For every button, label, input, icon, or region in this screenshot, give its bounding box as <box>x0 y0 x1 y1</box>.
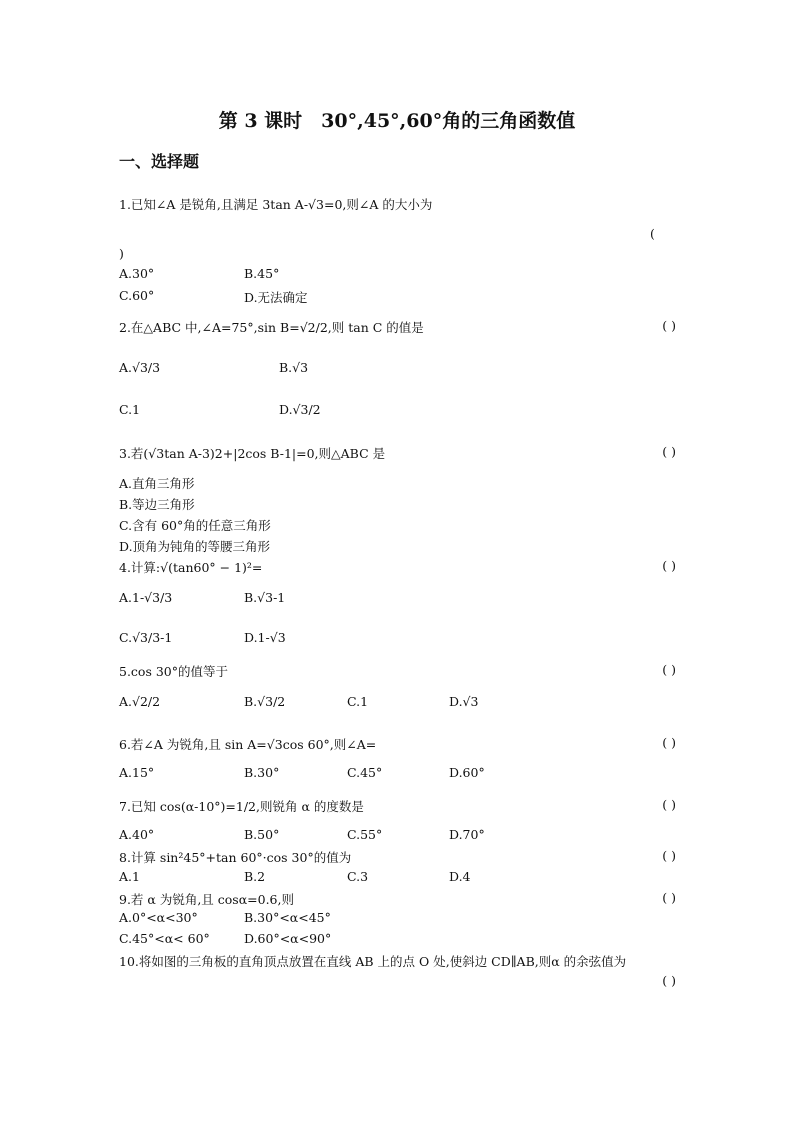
answer-paren: ( ) <box>662 662 676 677</box>
option: C.含有 60°角的任意三角形 <box>119 518 271 533</box>
question-stem: 9.若 α 为锐角,且 cosα=0.6,则 <box>119 892 294 907</box>
answer-paren: ( ) <box>662 848 676 863</box>
option: B.√3 <box>279 360 309 375</box>
option: B.等边三角形 <box>119 497 195 512</box>
answer-paren: ( ) <box>662 797 676 812</box>
answer-paren-close: ) <box>119 246 124 261</box>
question-stem: 10.将如图的三角板的直角顶点放置在直线 AB 上的点 O 处,使斜边 CD∥AB,则α 的余弦值为 <box>119 954 627 969</box>
question-stem: 7.已知 cos(α-10°)=1/2,则锐角 α 的度数是 <box>119 799 364 814</box>
option: D.4 <box>449 869 471 884</box>
option: C.45° <box>347 765 383 780</box>
question-stem: 6.若∠A 为锐角,且 sin A=√3cos 60°,则∠A= <box>119 737 377 752</box>
option: B.45° <box>244 266 280 281</box>
option: C.60° <box>119 288 155 303</box>
option: B.30°<α<45° <box>244 910 331 925</box>
option: C.55° <box>347 827 383 842</box>
question-stem: 4.计算:√(tan60° − 1)²= <box>119 560 263 575</box>
option: B.50° <box>244 827 280 842</box>
page-title: 第 3 课时 30°,45°,60°角的三角函数值 <box>218 110 576 132</box>
option: D.60° <box>449 765 485 780</box>
answer-paren: ( ) <box>662 890 676 905</box>
option: B.2 <box>244 869 266 884</box>
answer-paren: ( ) <box>662 558 676 573</box>
option: C.√3/3-1 <box>119 630 173 645</box>
option: D.70° <box>449 827 485 842</box>
option: A.30° <box>119 266 155 281</box>
answer-paren-open: ( <box>650 226 655 241</box>
question-stem: 8.计算 sin²45°+tan 60°·cos 30°的值为 <box>119 850 352 865</box>
option: B.30° <box>244 765 280 780</box>
answer-paren: ( ) <box>662 444 676 459</box>
option: B.√3-1 <box>244 590 286 605</box>
option: C.3 <box>347 869 369 884</box>
answer-paren: ( ) <box>662 973 676 988</box>
option: D.无法确定 <box>244 290 308 305</box>
answer-paren: ( ) <box>662 318 676 333</box>
section-heading: 一、选择题 <box>119 152 200 171</box>
option: A.1 <box>119 869 140 884</box>
question-stem: 5.cos 30°的值等于 <box>119 664 228 679</box>
option: A.1-√3/3 <box>119 590 173 605</box>
option: D.60°<α<90° <box>244 931 332 946</box>
option: A.√2/2 <box>119 694 161 709</box>
option: A.40° <box>119 827 155 842</box>
question-stem: 2.在△ABC 中,∠A=75°,sin B=√2/2,则 tan C 的值是 <box>119 320 424 335</box>
option: C.1 <box>347 694 369 709</box>
option: A.0°<α<30° <box>119 910 198 925</box>
option: D.顶角为钝角的等腰三角形 <box>119 539 271 554</box>
option: C.1 <box>119 402 141 417</box>
option: D.1-√3 <box>244 630 286 645</box>
answer-paren: ( ) <box>662 735 676 750</box>
option: B.√3/2 <box>244 694 286 709</box>
option: C.45°<α< 60° <box>119 931 210 946</box>
question-stem: 1.已知∠A 是锐角,且满足 3tan A-√3=0,则∠A 的大小为 <box>119 197 433 212</box>
option: D.√3 <box>449 694 479 709</box>
option: A.√3/3 <box>119 360 161 375</box>
option: A.直角三角形 <box>119 476 195 491</box>
option: D.√3/2 <box>279 402 321 417</box>
option: A.15° <box>119 765 155 780</box>
question-stem: 3.若(√3tan A-3)2+|2cos B-1|=0,则△ABC 是 <box>119 446 386 461</box>
